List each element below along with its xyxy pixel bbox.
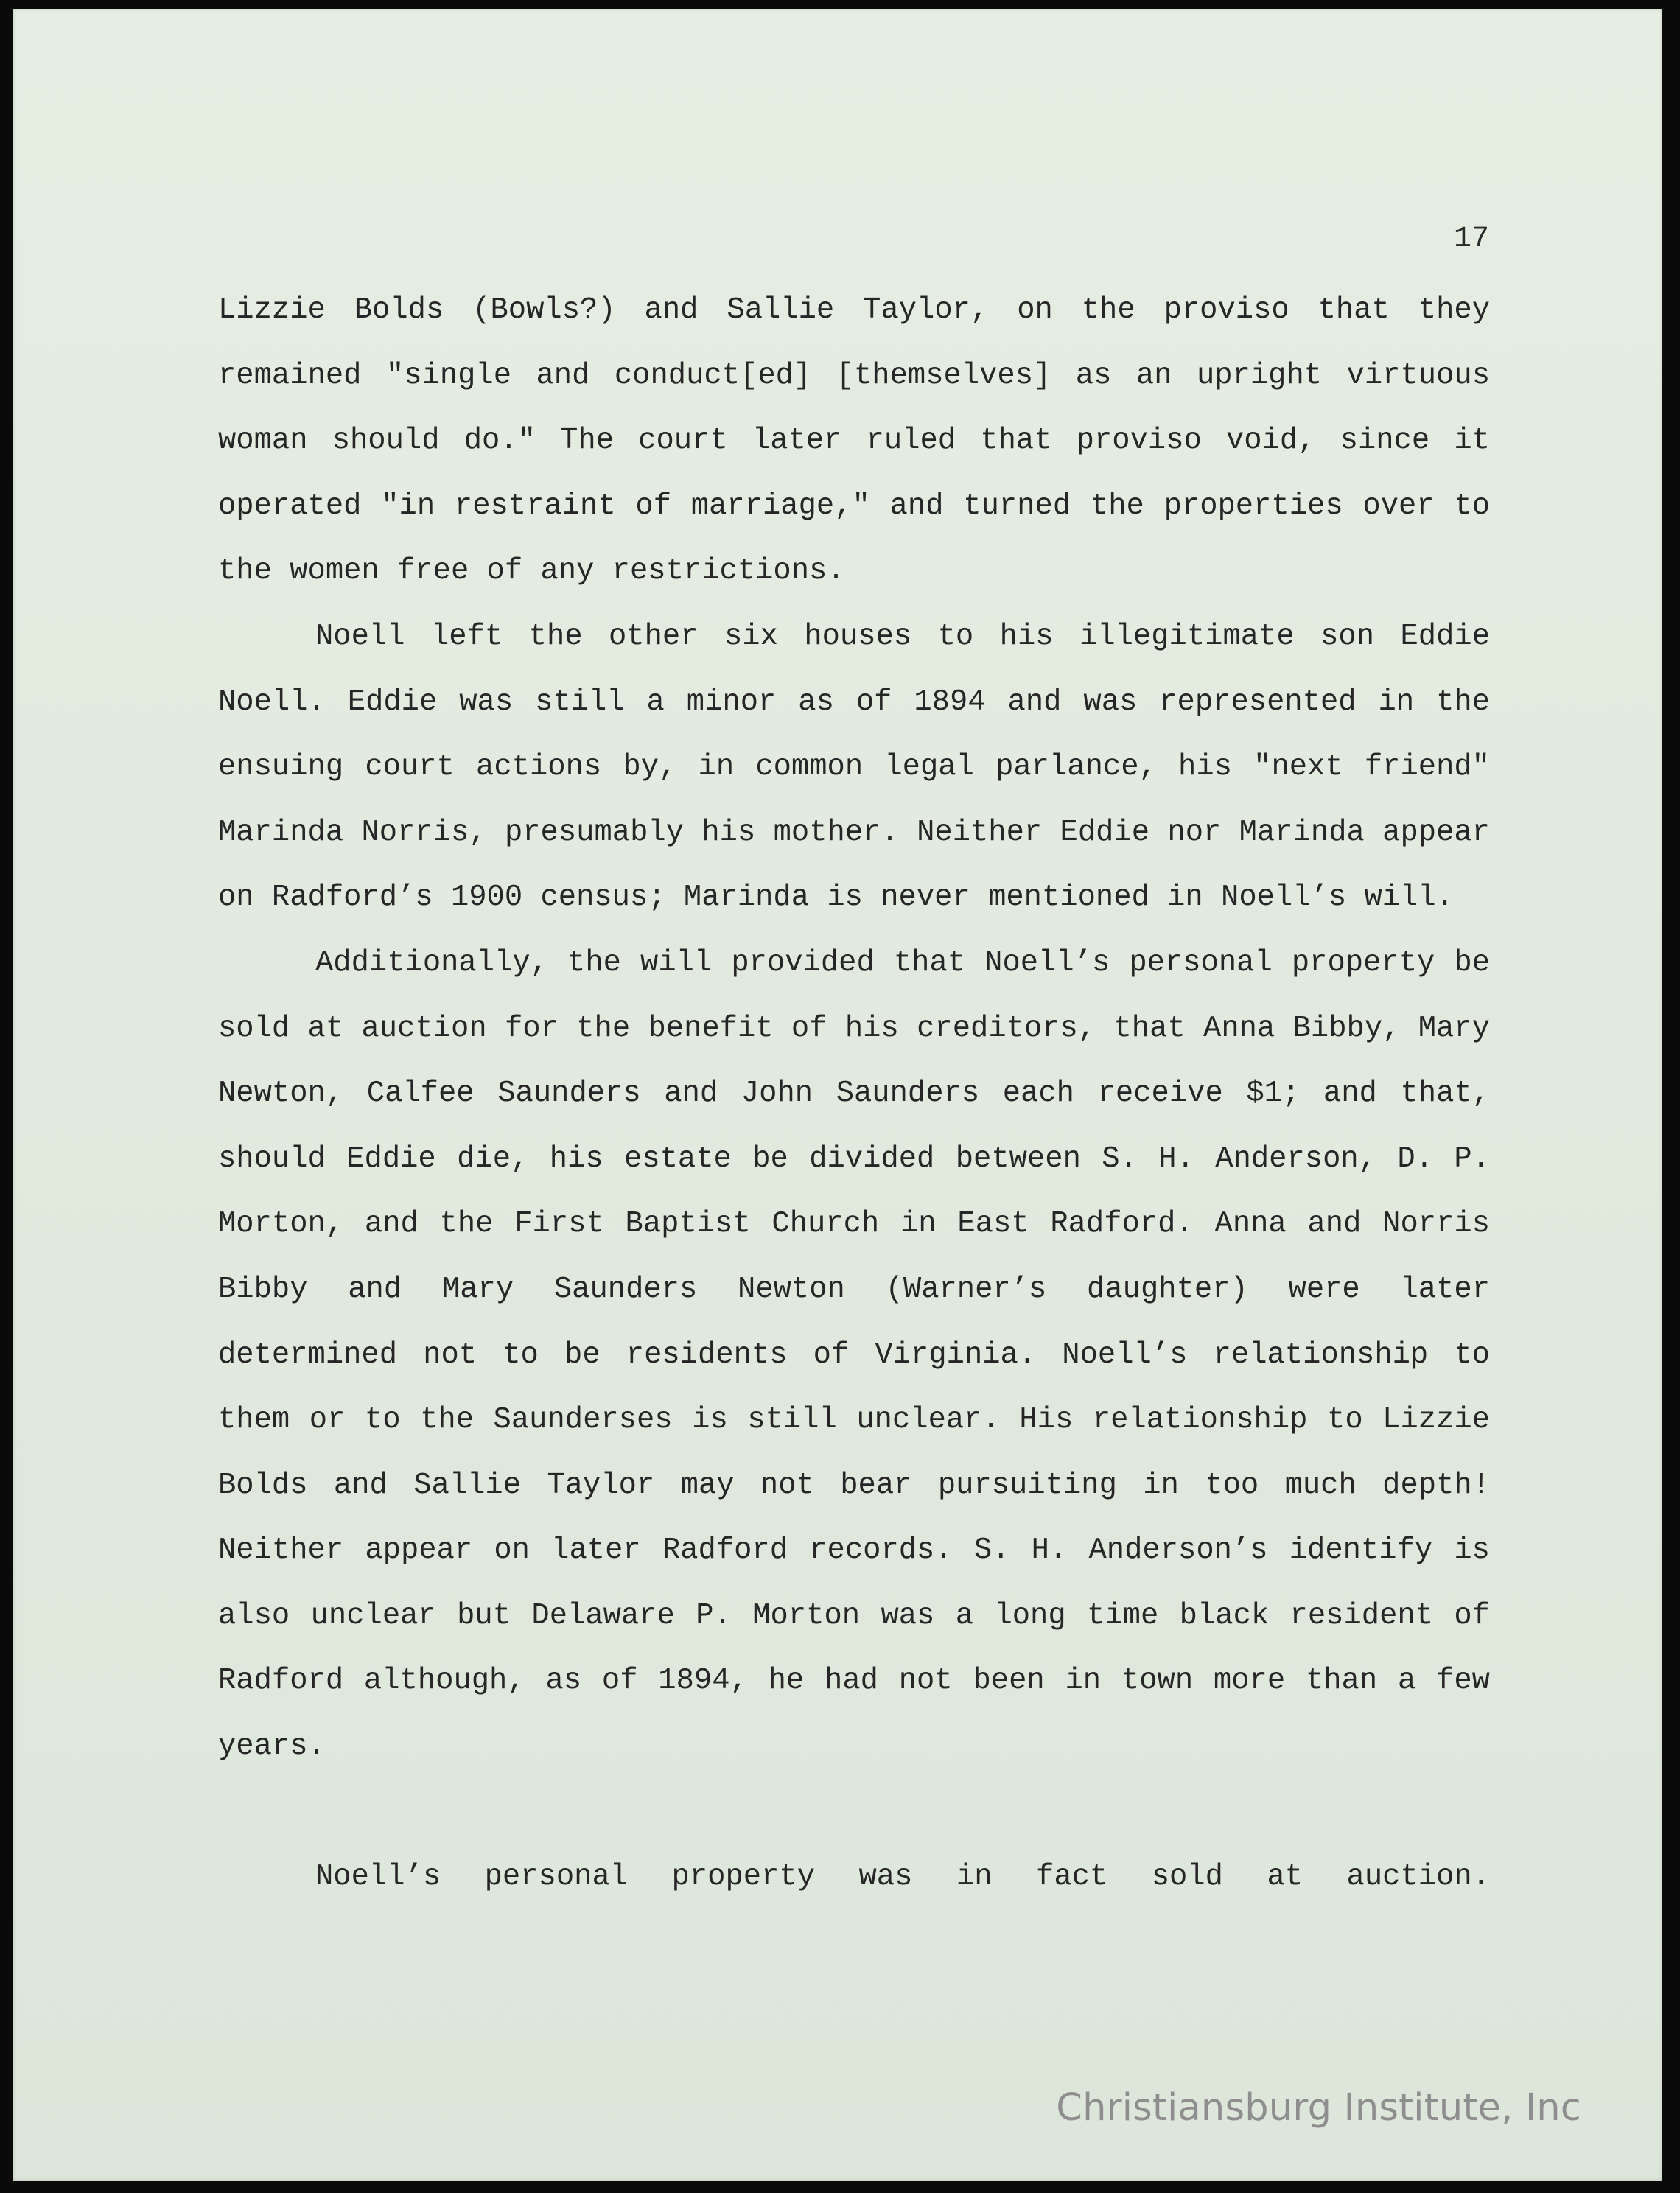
watermark: Christiansburg Institute, Inc (1056, 2086, 1581, 2130)
document-page (13, 9, 1662, 2181)
paragraph-1: Lizzie Bolds (Bowls?) and Sallie Taylor, on the proviso that they remained "single and conduct[ed] [themselves] as an upright virtuous woman should do." The court later ruled that proviso void, since it operated "in restraint of marriage," and turned the properties over to the women free of any restrictions. (218, 293, 1490, 589)
paragraph-gap (218, 1780, 1490, 1845)
paragraph-3: Additionally, the will provided that Noell’s personal property be sold at auction for the benefit of his creditors, that Anna Bibby, Mary Newton, Calfee Saunders and John Saunders each receive $1; and that, should Eddie die, his estate be divided between S. H. Anderson, D. P. Morton, and the First Baptist Church in East Radford. Anna and Norris Bibby and Mary Saunders Newton (Warner’s daughter) were later determined not to be residents of Virginia. Noell’s relationship to them or to the Saunderses is still unclear. His relationship to Lizzie Bolds and Sallie Taylor may not bear pursuiting in too much depth! Neither appear on later Radford records. S. H. Anderson’s identify is also unclear but Delaware P. Morton was a long time black resident of Radford although, as of 1894, he had not been in town more than a few years. (218, 945, 1490, 1764)
paragraph-4: Noell’s personal property was in fact sold at auction. (315, 1860, 1490, 1895)
body-text (218, 278, 1490, 1910)
paragraph-2: Noell left the other six houses to his illegitimate son Eddie Noell. Eddie was still a minor as of 1894 and was represented in the ensuing court actions by, in common legal parlance, his "next friend" Marinda Norris, presumably his mother. Neither Eddie nor Marinda appear on Radford’s 1900 census; Marinda is never mentioned in Noell’s will. (218, 619, 1490, 915)
page-number: 17 (1453, 223, 1489, 256)
